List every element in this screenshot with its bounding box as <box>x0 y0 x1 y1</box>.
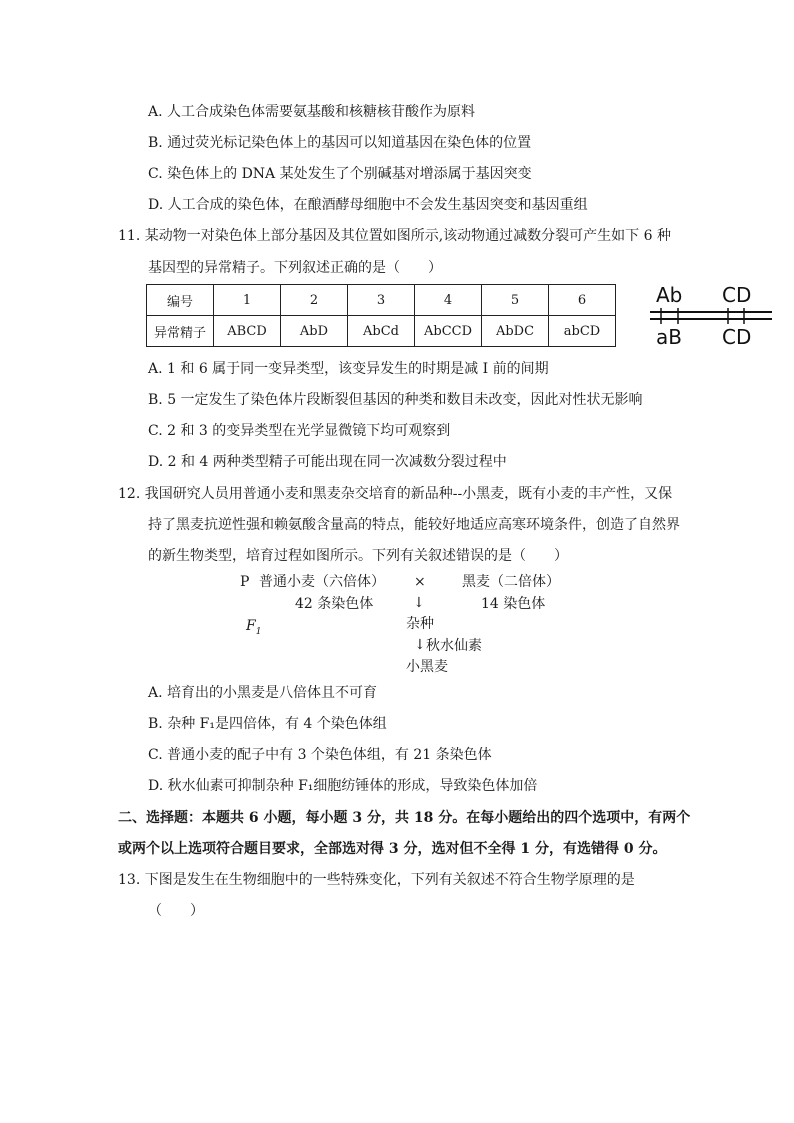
q11-stem-line2: 基因型的异常精子。下列叙述正确的是（ ） <box>148 260 442 276</box>
q11-genotype-table <box>146 284 616 347</box>
q11-option-c: C. 2 和 3 的变异类型在光学显微镜下均可观察到 <box>148 423 451 439</box>
q12-option-d: D. 秋水仙素可抑制杂种 F₁细胞纺锤体的形成，导致染色体加倍 <box>148 778 538 794</box>
q10-option-b: B. 通过荧光标记染色体上的基因可以知道基因在染色体的位置 <box>148 135 532 151</box>
table-cell: 3 <box>348 285 415 316</box>
colchicine-label: 秋水仙素 <box>426 638 482 654</box>
q12-stem-line1: 我国研究人员用普通小麦和黑麦杂交培育的新品种--小黑麦，既有小麦的丰产性，又保 <box>144 486 673 502</box>
arrow-down-icon: ↓ <box>413 595 425 611</box>
q13-number: 13. <box>118 872 141 888</box>
table-cell: AbDC <box>482 316 549 347</box>
f1-letter: F <box>246 618 256 634</box>
table-cell: 5 <box>482 285 549 316</box>
q12-option-c: C. 普通小麦的配子中有 3 个染色体组，有 21 条染色体 <box>148 747 492 763</box>
f1-subscript: 1 <box>255 626 262 637</box>
q12-stem-line3: 的新生物类型，培育过程如图所示。下列有关叙述错误的是（ ） <box>148 548 568 564</box>
q13-stem-line1: 下图是发生在生物细胞中的一些特殊变化，下列有关叙述不符合生物学原理的是 <box>144 872 635 888</box>
table-row <box>147 285 616 316</box>
q11-number: 11. <box>118 228 141 244</box>
table-header-sperm: 异常精子 <box>147 316 214 347</box>
q11-stem-line1: 某动物一对染色体上部分基因及其位置如图所示,该动物通过减数分裂可产生如下 6 种 <box>144 228 671 244</box>
q12-number: 12. <box>118 486 141 502</box>
p-generation-label: P <box>240 574 250 590</box>
cross-symbol: × <box>414 574 426 590</box>
wheat-label: 普通小麦（六倍体） <box>259 574 385 590</box>
table-cell: ABCD <box>214 316 281 347</box>
hybrid-label: 杂种 <box>406 616 434 632</box>
rye-chromosome-count: 14 染色体 <box>481 596 546 612</box>
triticale-label: 小黑麦 <box>406 659 448 675</box>
q13-stem-line2: （ ） <box>148 903 204 919</box>
q10-option-c: C. 染色体上的 DNA 某处发生了个别碱基对增添属于基因突变 <box>148 166 532 182</box>
q10-option-d: D. 人工合成的染色体，在酿酒酵母细胞中不会发生基因突变和基因重组 <box>148 197 588 213</box>
table-cell: abCD <box>549 316 616 347</box>
section-2-heading-line2: 或两个以上选项符合题目要求，全部选对得 3 分，选对但不全得 1 分，有选错得 0 分。 <box>118 841 667 857</box>
table-row <box>147 316 616 347</box>
q11-option-b: B. 5 一定发生了染色体片段断裂但基因的种类和数目未改变，因此对性状无影响 <box>148 392 643 408</box>
section-2-heading-line1: 二、选择题：本题共 6 小题，每小题 3 分，共 18 分。在每小题给出的四个选项中，有两个 <box>118 810 691 826</box>
q12-stem-line2: 持了黑麦抗逆性强和赖氨酸含量高的特点，能较好地适应高寒环境条件，创造了自然界 <box>148 517 680 533</box>
chromosome-pair-figure <box>648 284 774 350</box>
q13-question <box>118 870 635 890</box>
table-cell: 1 <box>214 285 281 316</box>
chromosome-lines-graphic <box>648 306 774 326</box>
q11-option-d: D. 2 和 4 两种类型精子可能出现在同一次减数分裂过程中 <box>148 454 507 470</box>
wheat-chromosome-count: 42 条染色体 <box>295 596 374 612</box>
q11-option-a: A. 1 和 6 属于同一变异类型，该变异发生的时期是减 I 前的间期 <box>148 361 549 377</box>
table-cell: 2 <box>281 285 348 316</box>
table-cell: AbCd <box>348 316 415 347</box>
f1-generation-label <box>246 617 261 641</box>
arrow-down-icon: ↓ <box>414 637 426 653</box>
q12-option-a: A. 培育出的小黑麦是八倍体且不可育 <box>148 685 378 701</box>
gene-label-cd-lower: CD <box>722 325 752 349</box>
q10-option-a: A. 人工合成染色体需要氨基酸和核糖核苷酸作为原料 <box>148 104 476 120</box>
table-cell: 4 <box>415 285 482 316</box>
gene-label-cd-upper: CD <box>722 283 752 307</box>
q12-option-b: B. 杂种 F₁是四倍体，有 4 个染色体组 <box>148 716 387 732</box>
rye-label: 黑麦（二倍体） <box>462 574 560 590</box>
table-header-number: 编号 <box>147 285 214 316</box>
gene-label-ab-lower: aB <box>656 325 682 349</box>
gene-label-ab-upper: Ab <box>656 283 683 307</box>
table-cell: AbCCD <box>415 316 482 347</box>
table-cell: AbD <box>281 316 348 347</box>
q12-question <box>118 484 672 504</box>
q11-question <box>118 226 671 246</box>
table-cell: 6 <box>549 285 616 316</box>
